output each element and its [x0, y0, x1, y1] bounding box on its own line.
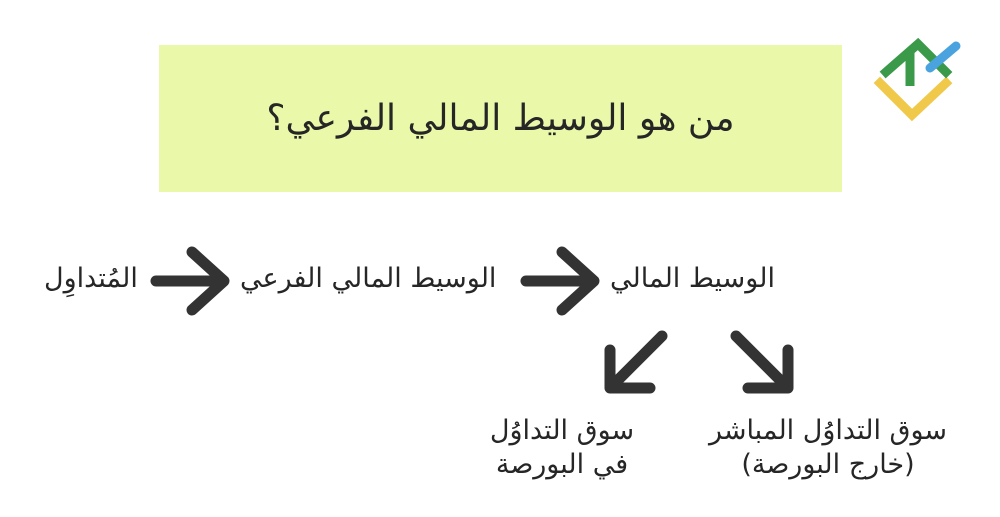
title-banner — [159, 45, 842, 192]
arrow-to-exchange-icon — [598, 328, 672, 398]
arrow-subbroker-to-trader-icon — [148, 244, 234, 318]
broker-label: الوسيط المالي — [610, 263, 775, 294]
otc-market-line1: سوق التداوُل المباشر — [708, 415, 948, 446]
trader-label: المُتداوِل — [44, 263, 138, 294]
exchange-market-label — [482, 414, 642, 482]
arrow-to-otc-icon — [726, 328, 800, 398]
exchange-market-line1: سوق التداوُل — [489, 415, 635, 446]
sub-broker-label: الوسيط المالي الفرعي — [240, 263, 497, 294]
otc-market-label — [697, 414, 959, 482]
arrow-broker-to-subbroker-icon — [518, 244, 604, 318]
exchange-market-line2: في البورصة — [495, 449, 629, 480]
diagram-title: من هو الوسيط المالي الفرعي؟ — [266, 98, 735, 139]
brand-logo-icon — [872, 38, 964, 130]
otc-market-line2: (خارج البورصة) — [741, 449, 915, 480]
